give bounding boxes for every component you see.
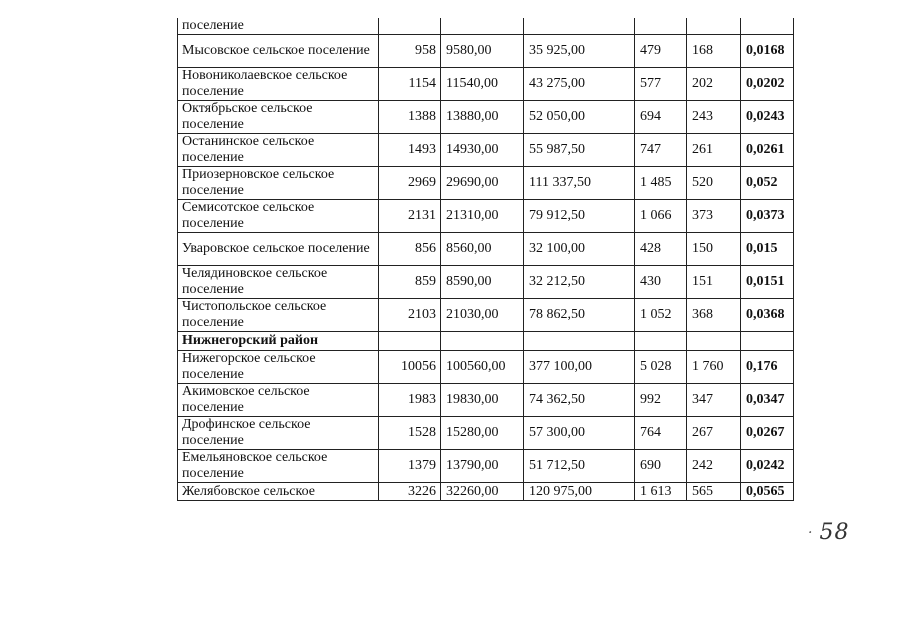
amount2-cell: 377 100,00 <box>524 351 635 384</box>
table-row <box>178 68 794 101</box>
amount1-cell: 14930,00 <box>441 134 524 167</box>
share-cell: 0,176 <box>741 351 794 384</box>
value2-cell: 261 <box>687 134 741 167</box>
amount2-cell: 43 275,00 <box>524 68 635 101</box>
value1-cell: 577 <box>635 68 687 101</box>
amount2-cell: 78 862,50 <box>524 299 635 332</box>
empty-cell <box>441 18 524 35</box>
table-row <box>178 450 794 483</box>
empty-cell <box>635 332 687 351</box>
value2-cell: 242 <box>687 450 741 483</box>
settlement-name: Желябовское сельское <box>178 483 379 501</box>
table-row <box>178 101 794 134</box>
settlement-name: Приозерновское сельское поселение <box>178 167 379 200</box>
amount1-cell: 13790,00 <box>441 450 524 483</box>
population-cell: 2103 <box>379 299 441 332</box>
table-row-continued <box>178 18 794 35</box>
amount2-cell: 79 912,50 <box>524 200 635 233</box>
amount1-cell: 11540,00 <box>441 68 524 101</box>
value2-cell: 368 <box>687 299 741 332</box>
population-cell: 1388 <box>379 101 441 134</box>
amount1-cell: 19830,00 <box>441 384 524 417</box>
share-cell: 0,0243 <box>741 101 794 134</box>
value1-cell: 5 028 <box>635 351 687 384</box>
value2-cell: 168 <box>687 35 741 68</box>
share-cell: 0,0565 <box>741 483 794 501</box>
district-heading: Нижнегорский район <box>178 332 379 351</box>
empty-cell <box>379 332 441 351</box>
value1-cell: 1 052 <box>635 299 687 332</box>
amount2-cell: 51 712,50 <box>524 450 635 483</box>
amount2-cell: 55 987,50 <box>524 134 635 167</box>
value2-cell: 373 <box>687 200 741 233</box>
amount1-cell: 8560,00 <box>441 233 524 266</box>
share-cell: 0,0261 <box>741 134 794 167</box>
amount1-cell: 15280,00 <box>441 417 524 450</box>
amount2-cell: 120 975,00 <box>524 483 635 501</box>
settlement-name: Останинское сельское поселение <box>178 134 379 167</box>
table-row <box>178 299 794 332</box>
amount2-cell: 35 925,00 <box>524 35 635 68</box>
settlement-name: Уваровское сельское поселение <box>178 233 379 266</box>
table-row <box>178 384 794 417</box>
empty-cell <box>741 332 794 351</box>
share-cell: 0,0368 <box>741 299 794 332</box>
value2-cell: 202 <box>687 68 741 101</box>
population-cell: 1493 <box>379 134 441 167</box>
settlement-name: Емельяновское сельское поселение <box>178 450 379 483</box>
population-cell: 1154 <box>379 68 441 101</box>
table-row <box>178 417 794 450</box>
settlement-name: Нижегорское сельское поселение <box>178 351 379 384</box>
settlement-name: Октябрьское сельское поселение <box>178 101 379 134</box>
share-cell: 0,052 <box>741 167 794 200</box>
population-cell: 2131 <box>379 200 441 233</box>
value1-cell: 690 <box>635 450 687 483</box>
value2-cell: 243 <box>687 101 741 134</box>
share-cell: 0,015 <box>741 233 794 266</box>
value1-cell: 1 613 <box>635 483 687 501</box>
value1-cell: 479 <box>635 35 687 68</box>
share-cell: 0,0347 <box>741 384 794 417</box>
share-cell: 0,0151 <box>741 266 794 299</box>
value2-cell: 520 <box>687 167 741 200</box>
amount2-cell: 57 300,00 <box>524 417 635 450</box>
pen-mark-icon: · <box>808 525 814 541</box>
population-cell: 958 <box>379 35 441 68</box>
table-row <box>178 351 794 384</box>
value2-cell: 347 <box>687 384 741 417</box>
population-cell: 1379 <box>379 450 441 483</box>
value2-cell: 267 <box>687 417 741 450</box>
settlement-name: Челядиновское сельское поселение <box>178 266 379 299</box>
value1-cell: 992 <box>635 384 687 417</box>
value1-cell: 1 485 <box>635 167 687 200</box>
page-number-text: 58 <box>819 520 850 545</box>
amount2-cell: 32 212,50 <box>524 266 635 299</box>
table-row <box>178 233 794 266</box>
share-cell: 0,0202 <box>741 68 794 101</box>
table-row <box>178 134 794 167</box>
population-cell: 859 <box>379 266 441 299</box>
empty-cell <box>635 18 687 35</box>
value2-cell: 151 <box>687 266 741 299</box>
settlement-name: поселение <box>178 18 379 35</box>
value1-cell: 430 <box>635 266 687 299</box>
value1-cell: 428 <box>635 233 687 266</box>
population-cell: 856 <box>379 233 441 266</box>
share-cell: 0,0242 <box>741 450 794 483</box>
settlement-name: Семисотское сельское поселение <box>178 200 379 233</box>
settlements-table <box>177 18 794 501</box>
population-cell: 1983 <box>379 384 441 417</box>
empty-cell <box>441 332 524 351</box>
amount2-cell: 52 050,00 <box>524 101 635 134</box>
amount1-cell: 13880,00 <box>441 101 524 134</box>
table-row <box>178 483 794 501</box>
amount1-cell: 21030,00 <box>441 299 524 332</box>
empty-cell <box>379 18 441 35</box>
table-row <box>178 167 794 200</box>
amount1-cell: 100560,00 <box>441 351 524 384</box>
settlement-name: Чистопольское сельское поселение <box>178 299 379 332</box>
section-row <box>178 332 794 351</box>
share-cell: 0,0267 <box>741 417 794 450</box>
population-cell: 1528 <box>379 417 441 450</box>
value1-cell: 694 <box>635 101 687 134</box>
empty-cell <box>524 18 635 35</box>
value1-cell: 1 066 <box>635 200 687 233</box>
table-row <box>178 35 794 68</box>
amount1-cell: 32260,00 <box>441 483 524 501</box>
settlement-name: Новониколаевское сельское поселение <box>178 68 379 101</box>
amount2-cell: 111 337,50 <box>524 167 635 200</box>
share-cell: 0,0373 <box>741 200 794 233</box>
amount2-cell: 32 100,00 <box>524 233 635 266</box>
amount1-cell: 8590,00 <box>441 266 524 299</box>
amount1-cell: 29690,00 <box>441 167 524 200</box>
value2-cell: 1 760 <box>687 351 741 384</box>
share-cell: 0,0168 <box>741 35 794 68</box>
table-row <box>178 266 794 299</box>
empty-cell <box>687 18 741 35</box>
value1-cell: 764 <box>635 417 687 450</box>
population-cell: 3226 <box>379 483 441 501</box>
amount1-cell: 21310,00 <box>441 200 524 233</box>
value2-cell: 150 <box>687 233 741 266</box>
settlement-name: Мысовское сельское поселение <box>178 35 379 68</box>
empty-cell <box>741 18 794 35</box>
empty-cell <box>524 332 635 351</box>
value1-cell: 747 <box>635 134 687 167</box>
table-row <box>178 200 794 233</box>
settlement-name: Акимовское сельское поселение <box>178 384 379 417</box>
population-cell: 10056 <box>379 351 441 384</box>
amount1-cell: 9580,00 <box>441 35 524 68</box>
handwritten-page-number <box>808 520 849 545</box>
empty-cell <box>687 332 741 351</box>
settlement-name: Дрофинское сельское поселение <box>178 417 379 450</box>
population-cell: 2969 <box>379 167 441 200</box>
value2-cell: 565 <box>687 483 741 501</box>
amount2-cell: 74 362,50 <box>524 384 635 417</box>
